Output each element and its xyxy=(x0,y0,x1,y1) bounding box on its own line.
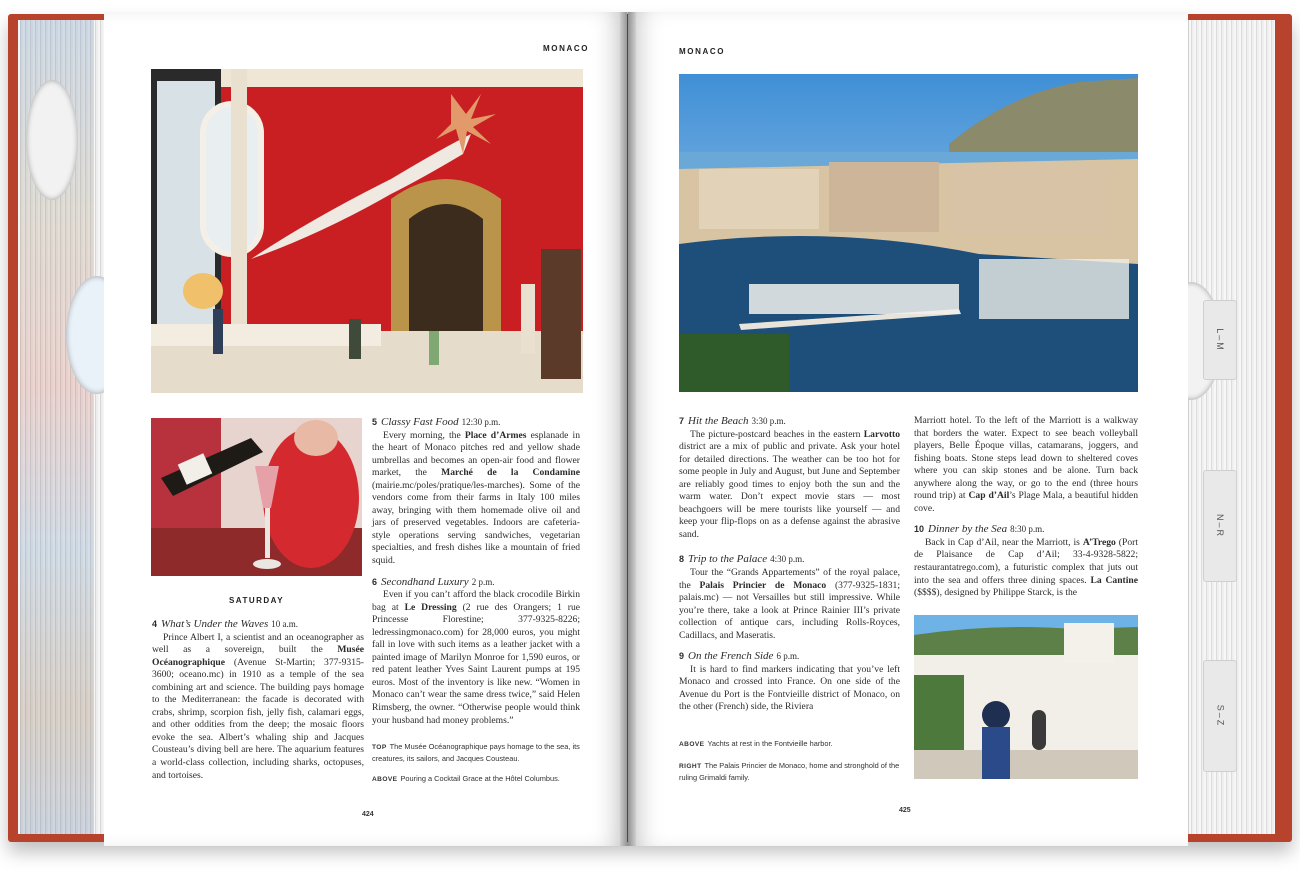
champagne-cocktail-photo xyxy=(151,418,362,576)
entry-number: 9 xyxy=(679,651,685,662)
entry-number: 7 xyxy=(679,416,685,426)
entry-heading xyxy=(152,618,364,631)
entry-time: 10 a.m. xyxy=(271,619,299,629)
caption-right: RIGHT The Palais Princier de Monaco, home and stronghold of the ruling Grimaldi family. xyxy=(679,761,900,782)
entry-time: 3:30 p.m. xyxy=(751,416,786,426)
entry-body-continued: Marriott hotel. To the left of the Marriott is a walkway that borders the water. Expect to see beach volleyball players, Belle Époque villas, catamarans, joggers, and fishing boats. Stone steps lead down to sheltered coves where you can skip stones and be alone. Turn back anywhere along the way, or go to the end (three hours round trip) at Cap d’Ail’s Plage Mala, a beautiful hidden cove. xyxy=(914,415,1138,514)
entry-heading xyxy=(914,523,1138,536)
place-name: Musée Océanographique xyxy=(152,644,364,668)
aquarium-hall-photo xyxy=(151,69,583,393)
entry-number: 10 xyxy=(914,524,925,535)
place-name: Palais Princier de Monaco xyxy=(699,579,827,591)
entry-heading xyxy=(679,415,900,428)
entry-number: 6 xyxy=(372,576,378,587)
entry-title: Trip to the Palace xyxy=(688,553,768,566)
entry-time: 8:30 p.m. xyxy=(1010,524,1045,535)
entry-title: Dinner by the Sea xyxy=(928,523,1008,536)
caption-above-right: ABOVE Yachts at rest in the Fontvieille harbor. xyxy=(679,739,833,748)
palais-princier-photo xyxy=(914,615,1138,779)
entry-time: 2 p.m. xyxy=(471,576,495,587)
thumb-tab-label: S–Z xyxy=(1214,704,1225,728)
entry-heading xyxy=(679,650,900,663)
thumb-tab-label: L–M xyxy=(1214,328,1225,352)
place-name: Le Dressing xyxy=(404,601,457,613)
place-name: Place d’Armes xyxy=(464,429,527,441)
caption-above: ABOVE Pouring a Cocktail Grace at the Hôtel Columbus. xyxy=(372,774,560,783)
left-col-2 xyxy=(372,416,580,727)
entry-body: Back in Cap d’Ail, near the Marriott, is A’Trego (Port de Plaisance de Cap d’Ail; 33-4-9328-5822; restaurantatrego.com), a futuristic complex that juts out into the sea and offers three dining spaces. La Cantine ($$$$), designed by Philippe Starck, is the xyxy=(914,536,1139,599)
entry-title: On the French Side xyxy=(688,650,774,663)
entry-title: Secondhand Luxury xyxy=(381,575,469,588)
left-thumb-cut-top xyxy=(26,80,78,200)
entry-body: Every morning, the Place d’Armes esplanade in the heart of Monaco pitches red and yellow shade umbrellas and becomes an open-air food and flower market, the Marché de la Condamine (mairie.mc/poles/pratique/les-marches). Some of the vendors come from their farms in Italy 100 miles away, bringing with them homemade olive oil and jars of preserved vegetables. Indoors are cafeteria-style operations serving sandwiches, vegetarian specialties, and fresh dishes like a mountain of fried squid. xyxy=(372,429,580,567)
page-number-left: 424 xyxy=(362,811,374,818)
fontvieille-harbor-photo xyxy=(679,74,1138,392)
place-name: Larvotto xyxy=(863,428,900,440)
running-head-right: MONACO xyxy=(679,47,726,56)
page-number-right: 425 xyxy=(899,807,911,814)
entry-title: Hit the Beach xyxy=(688,415,749,427)
entry-heading xyxy=(372,576,580,589)
caption-top: TOP The Musée Océanographique pays homage to the sea, its creatures, its sailors, and Jacques Cousteau. xyxy=(372,742,580,763)
entry-body: It is hard to find markers indicating that you’ve left Monaco and crossed into France. On one side of the Avenue du Port is the Fontvieille district of Monaco, on the other (French) side, the Riviera xyxy=(679,663,900,713)
entry-heading xyxy=(372,416,580,429)
entry-number: 8 xyxy=(679,554,685,565)
entry-body: The picture-postcard beaches in the eastern Larvotto district are a mix of public and private. Ask your hotel for detailed directions. The weather can be too hot for some people in July and August, but June and September are reliably good times to enjoy both the sun and the warm water. Don’t expect movie stars — most beachgoers will be mere tourists like yourself — and keep your flip-flops on as a defense against the abrasive sand. xyxy=(679,428,900,540)
entry-body: Even if you can’t afford the black crocodile Birkin bag at Le Dressing (2 rue des Orangers; 1 rue Princesse Florestine; 377-9325-8226; ledressingmonaco.com) for 28,000 euros, you might fall in love with such items as a leather jacket with a painted image of Marilyn Monroe for 1,590 euros, or red patent leather Yves Saint Laurent pumps at 195 euros. Most of the inventory is like new. “Women in Monaco can’t wear the same dress twice,” said Helen Rimsberg, the owner. “Otherwise people would think your husband had money problems.” xyxy=(372,589,581,726)
entry-time: 4:30 p.m. xyxy=(770,554,805,565)
right-col-1 xyxy=(679,415,900,714)
thumb-tab-l-m[interactable] xyxy=(1203,300,1237,380)
entry-title: Classy Fast Food xyxy=(381,416,459,428)
entry-number: 5 xyxy=(372,417,378,427)
thumb-tab-s-z[interactable] xyxy=(1203,660,1237,772)
thumb-tab-label: N–R xyxy=(1214,513,1225,539)
right-col-2 xyxy=(914,415,1138,600)
entry-heading xyxy=(679,553,900,566)
section-label-saturday: SATURDAY xyxy=(228,596,285,605)
left-col-1 xyxy=(152,618,364,782)
entry-body: Tour the “Grands Appartements” of the royal palace, the Palais Princier de Monaco (377-9325-1831; palais.mc) — not Versailles but still impressive. While you’re there, take a look at Prince Rainier III’s private collection of antique cars, including Rolls-Royces, Cadillacs, and Maseratis. xyxy=(679,567,900,641)
thumb-tab-n-r[interactable] xyxy=(1203,470,1237,582)
entry-time: 12:30 p.m. xyxy=(461,417,501,427)
entry-body: Prince Albert I, a scientist and an oceanographer as well as a sovereign, built the Musée Océanographique (Avenue St-Martin; 377-9315-3600; oceano.mc) in 1910 as a temple of the sea combining art and science. The building pays homage to the Mediterranean: the facade is decorated with crabs, shrimp, scorpion fish, jelly fish, calamari eggs, and other oddities from the deep; the mosaic floors evoke the sea. Albert’s whaling ship and Jacques Cousteau’s diving bell are here. The aquarium features a world-class collection, including sharks, octopuses, and tortoises. xyxy=(152,631,364,781)
place-name: Marché de la Condamine xyxy=(441,467,580,479)
running-head-left: MONACO xyxy=(543,44,590,53)
place-name: A’Trego xyxy=(1082,536,1116,548)
place-name: La Cantine xyxy=(1090,574,1139,586)
place-name: Cap d’Ail xyxy=(968,490,1010,502)
entry-title: What’s Under the Waves xyxy=(161,618,269,630)
entry-time: 6 p.m. xyxy=(776,651,800,662)
entry-number: 4 xyxy=(152,619,158,629)
book-gutter xyxy=(620,12,636,846)
